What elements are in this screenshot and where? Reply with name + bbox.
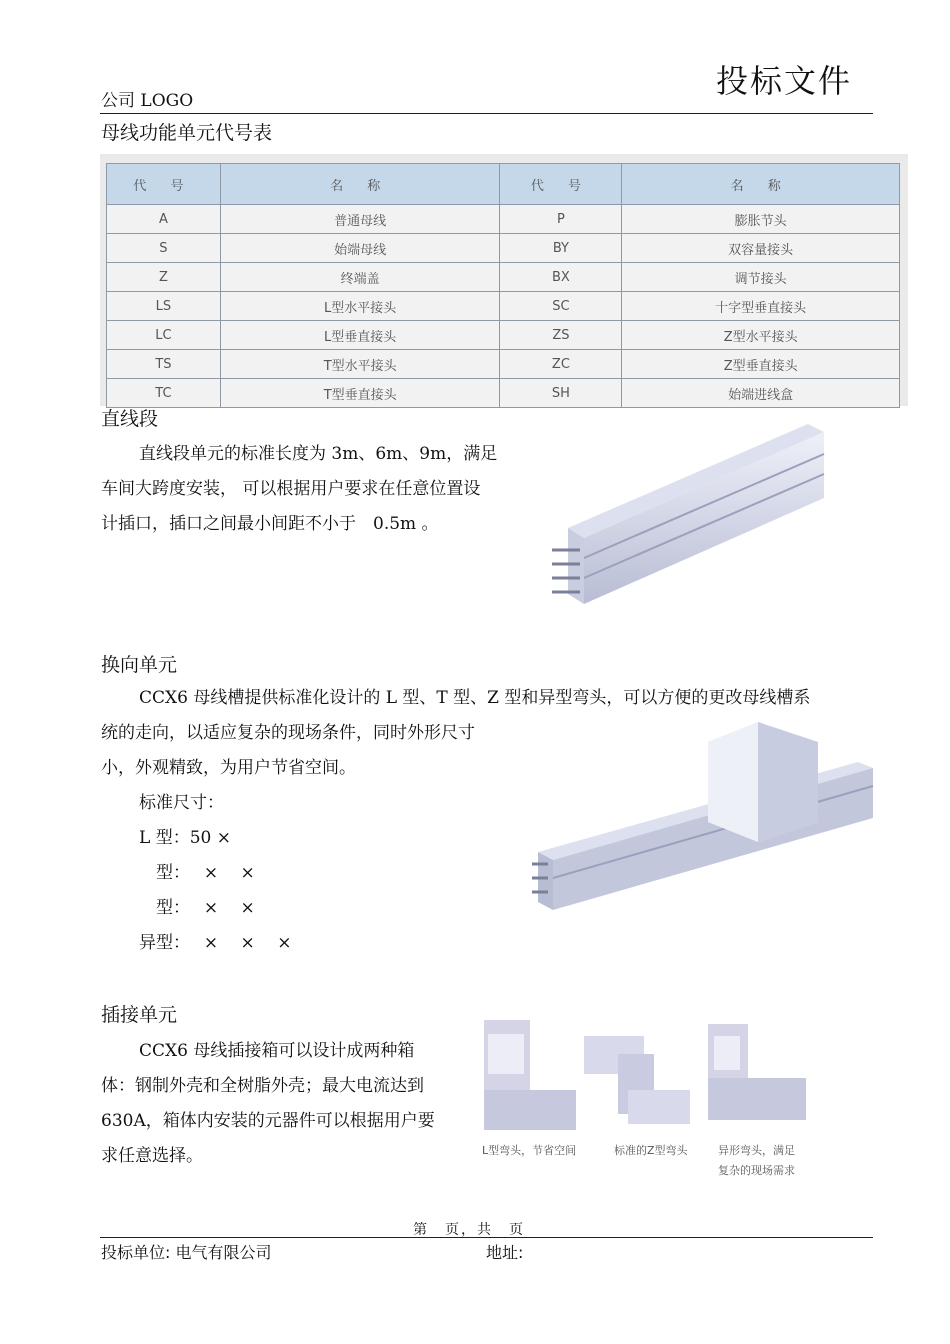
turn-dim-special: 异型： × × × <box>139 933 292 953</box>
table-cell: L型垂直接头 <box>220 321 500 350</box>
table-section-title: 母线功能单元代号表 <box>101 122 273 144</box>
header-name-1: 名 称 <box>220 164 500 205</box>
straight-line-3: 计插口，插口之间最小间距不小于 0.5m 。 <box>101 514 439 534</box>
table-cell: TS <box>107 350 221 379</box>
table-cell: 十字型垂直接头 <box>622 292 900 321</box>
l-elbow-graphic <box>484 1020 576 1130</box>
table-cell: 双容量接头 <box>622 234 900 263</box>
plug-caption-3: 异形弯头，满足 <box>718 1144 795 1157</box>
plug-section-title: 插接单元 <box>101 1004 178 1026</box>
plug-line-4: 求任意选择。 <box>101 1146 203 1166</box>
header-code-2: 代 号 <box>500 164 622 205</box>
table-row <box>107 350 900 379</box>
table-cell: LS <box>107 292 221 321</box>
table-row <box>107 205 900 234</box>
turn-dim-3: 型： × × <box>139 898 255 918</box>
straight-line-2: 车间大跨度安装， 可以根据用户要求在任意位置设 <box>101 479 481 499</box>
table-cell: 膨胀节头 <box>622 205 900 234</box>
turn-dim-2: 型： × × <box>139 863 255 883</box>
straight-paragraph <box>101 437 531 542</box>
table-cell: A <box>107 205 221 234</box>
straight-line-1: 直线段单元的标准长度为 3m、6m、9m，满足 <box>139 444 498 464</box>
plug-line-2: 体：钢制外壳和全树脂外壳；最大电流达到 <box>101 1076 424 1096</box>
table-cell: TC <box>107 379 221 408</box>
table-row <box>107 234 900 263</box>
header-name-2: 名 称 <box>622 164 900 205</box>
table-row <box>107 263 900 292</box>
footer-divider <box>100 1237 873 1238</box>
turn-line-1: CCX6 母线槽提供标准化设计的 L 型、T 型、Z 型和异型弯头，可以方便的更改母线槽系 <box>139 688 811 708</box>
special-elbow-graphic <box>708 1024 806 1120</box>
code-table-image <box>100 154 908 406</box>
table-cell: 普通母线 <box>220 205 500 234</box>
table-cell: LC <box>107 321 221 350</box>
table-cell: Z <box>107 263 221 292</box>
table-cell: BY <box>500 234 622 263</box>
table-cell: T型垂直接头 <box>220 379 500 408</box>
table-cell: ZS <box>500 321 622 350</box>
turn-section-title: 换向单元 <box>101 654 178 676</box>
table-cell: SH <box>500 379 622 408</box>
plug-unit-images <box>478 1014 818 1178</box>
turn-line-2: 统的走向，以适应复杂的现场条件，同时外形尺寸 <box>101 723 475 743</box>
header-divider <box>100 113 873 114</box>
table-row <box>107 321 900 350</box>
table-cell: ZC <box>500 350 622 379</box>
table-header-row <box>107 164 900 205</box>
turn-line-3: 小，外观精致，为用户节省空间。 <box>101 758 356 778</box>
table-cell: Z型水平接头 <box>622 321 900 350</box>
plug-caption-2: 标准的Z型弯头 <box>614 1144 688 1157</box>
table-cell: 终端盖 <box>220 263 500 292</box>
plug-caption-4: 复杂的现场需求 <box>718 1164 795 1177</box>
table-row <box>107 379 900 408</box>
turn-dim-l: L 型：50 × <box>139 828 231 848</box>
z-elbow-graphic <box>584 1036 690 1124</box>
table-cell: P <box>500 205 622 234</box>
table-cell: SC <box>500 292 622 321</box>
page-number: 第 页，共 页 <box>413 1222 525 1238</box>
document-title: 投标文件 <box>716 62 853 100</box>
plug-paragraph <box>101 1034 471 1174</box>
company-logo-text: 公司 LOGO <box>101 91 194 111</box>
table-cell: Z型垂直接头 <box>622 350 900 379</box>
table-row <box>107 292 900 321</box>
table-cell: L型水平接头 <box>220 292 500 321</box>
plug-line-3: 630A，箱体内安装的元器件可以根据用户要 <box>101 1111 435 1131</box>
table-cell: 调节接头 <box>622 263 900 292</box>
turn-standard-label: 标准尺寸： <box>139 793 224 813</box>
straight-section-title: 直线段 <box>101 408 159 430</box>
plug-caption-1: L型弯头，节省空间 <box>482 1144 577 1157</box>
table-cell: S <box>107 234 221 263</box>
straight-busway-image <box>528 418 830 610</box>
code-table <box>106 163 900 408</box>
table-cell: T型水平接头 <box>220 350 500 379</box>
table-cell: BX <box>500 263 622 292</box>
turn-busway-image <box>528 722 878 914</box>
table-cell: 始端母线 <box>220 234 500 263</box>
plug-line-1: CCX6 母线插接箱可以设计成两种箱 <box>139 1041 415 1061</box>
table-cell: 始端进线盒 <box>622 379 900 408</box>
footer-address: 地址: <box>486 1243 524 1262</box>
footer-bidder: 投标单位: 电气有限公司 <box>101 1243 272 1262</box>
header-code-1: 代 号 <box>107 164 221 205</box>
